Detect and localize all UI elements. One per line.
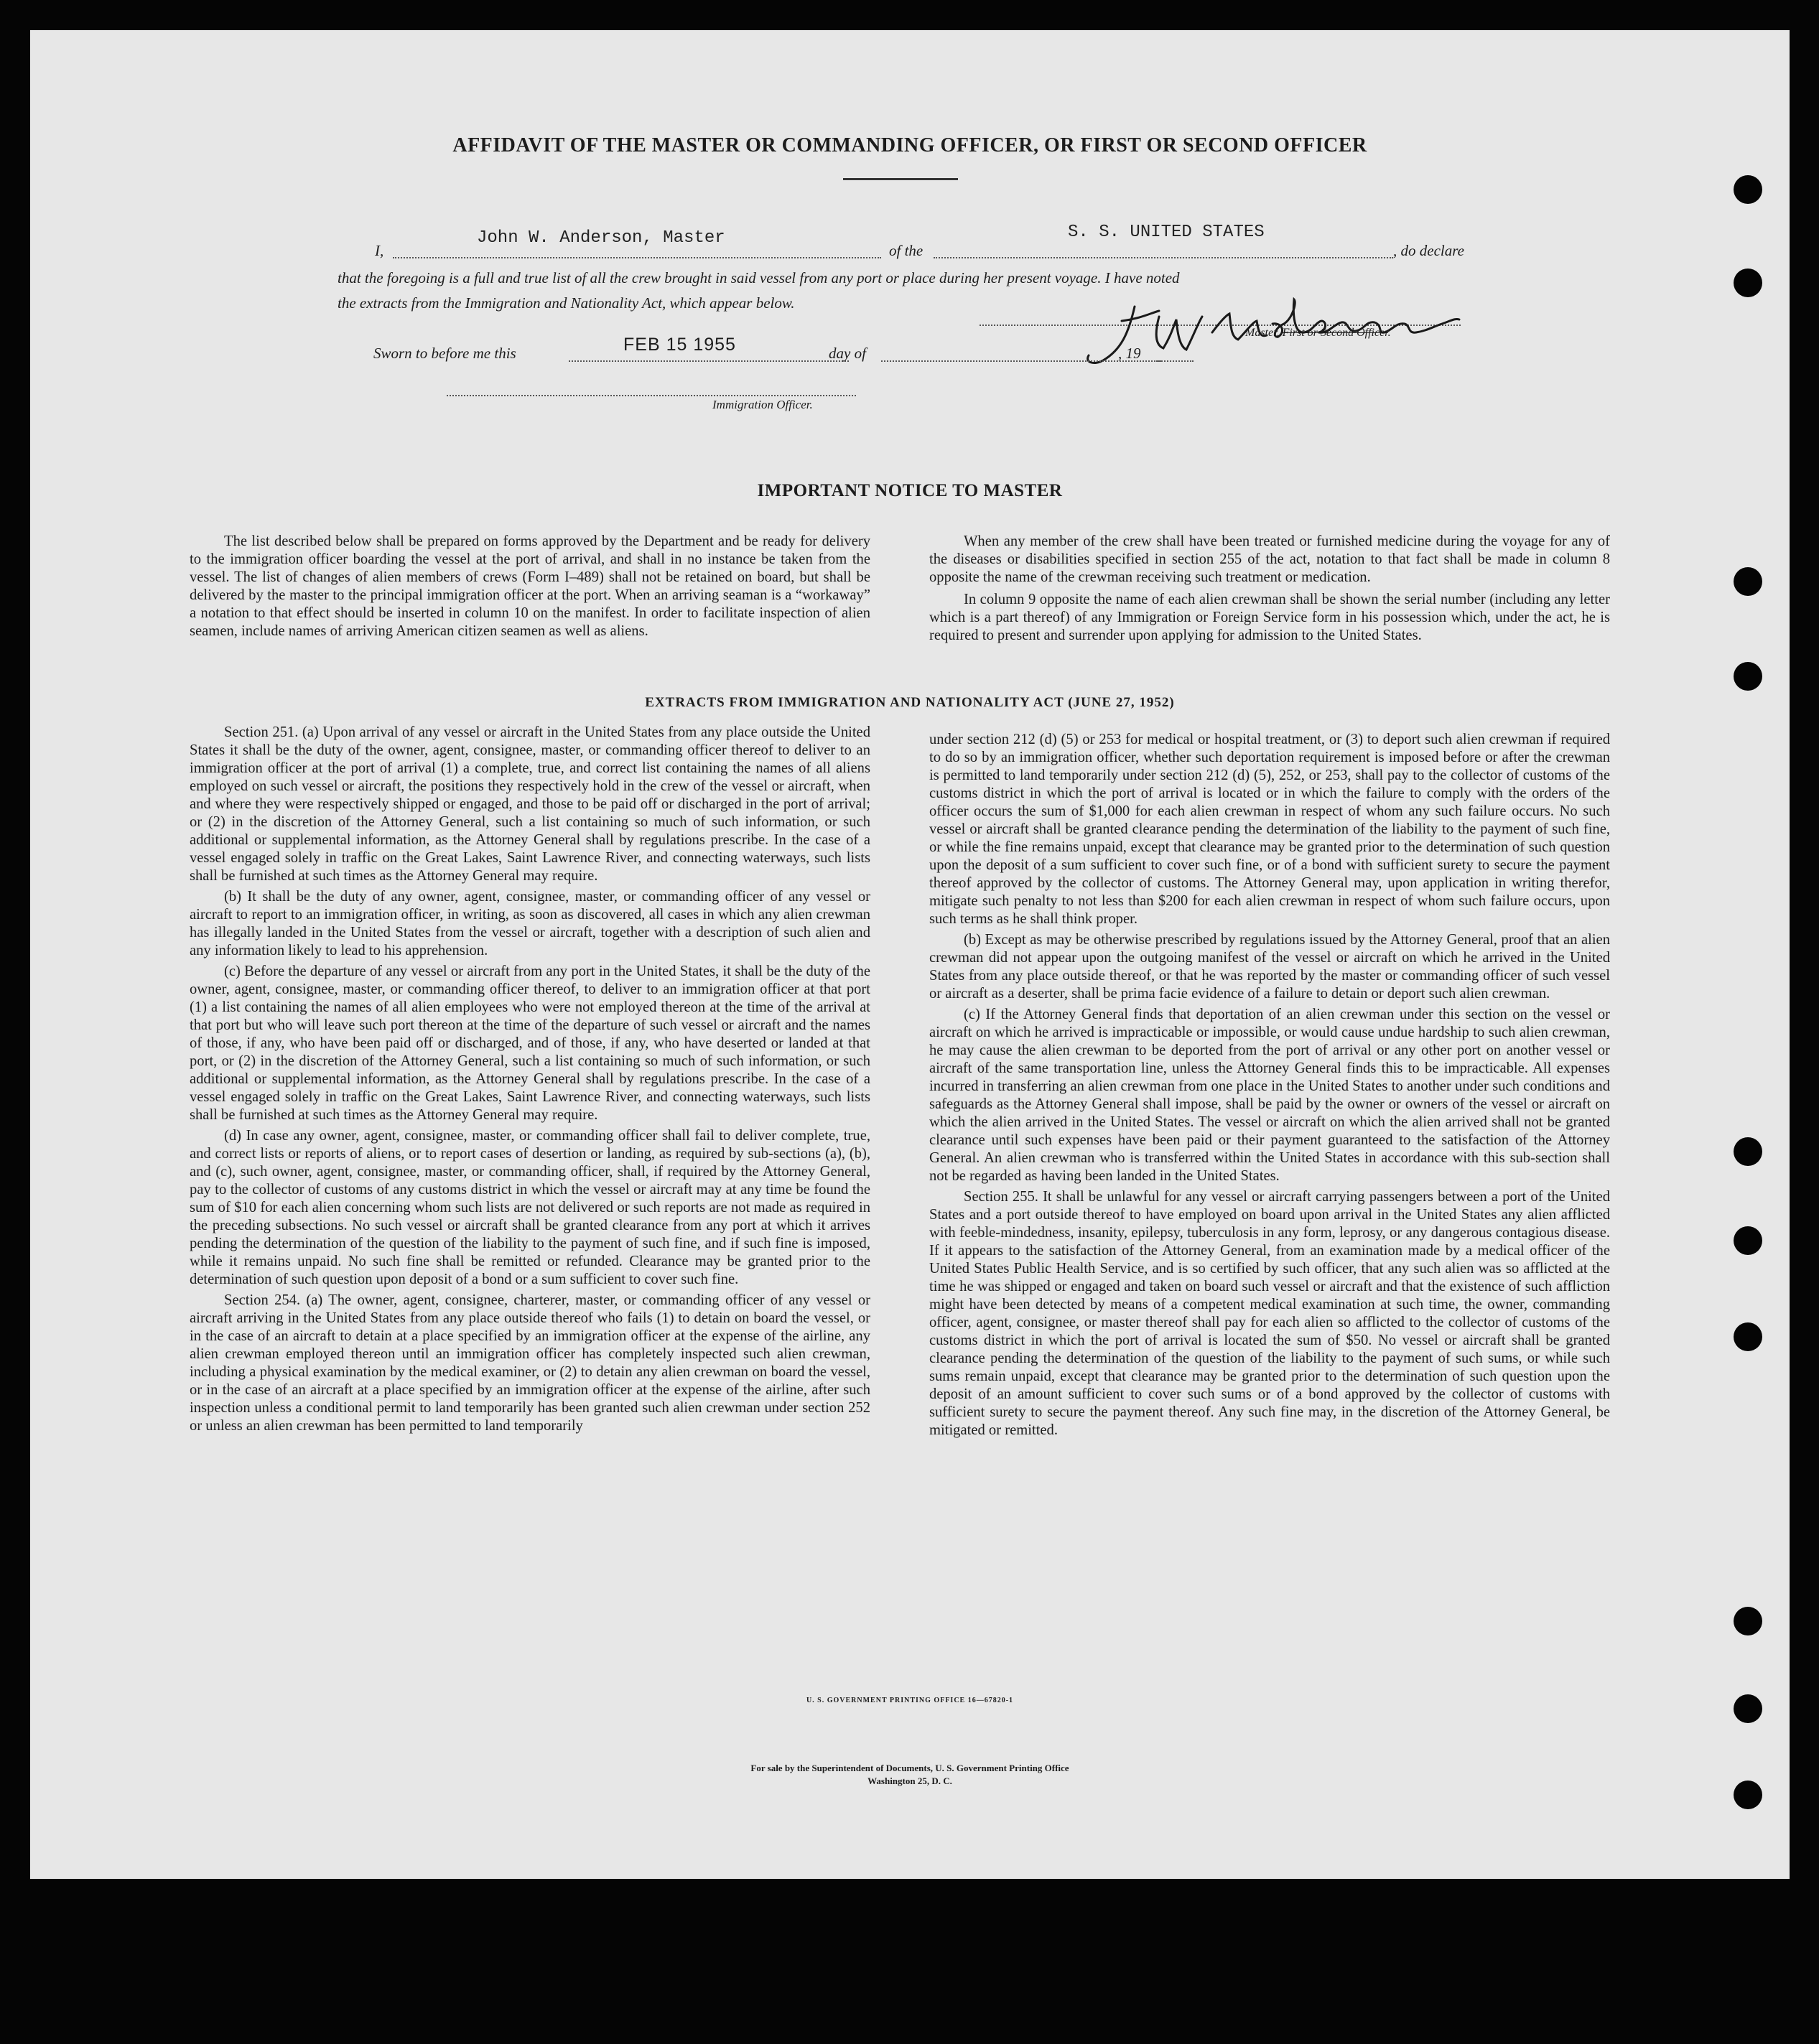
sale-notice <box>30 1762 1790 1788</box>
year-label: , 19 <box>1118 345 1141 362</box>
vessel-name-field[interactable]: S. S. UNITED STATES <box>1068 223 1265 242</box>
extracts-left-column <box>190 724 870 1438</box>
extracts-title: EXTRACTS FROM IMMIGRATION AND NATIONALITY ACT (JUNE 27, 1952) <box>645 695 1175 710</box>
punch-hole <box>1734 1781 1762 1809</box>
sworn-label: Sworn to before me this <box>373 345 516 362</box>
caption-period: . <box>1387 327 1391 339</box>
punch-hole <box>1734 567 1762 596</box>
caption-struck-officer: First or Second Officer <box>1282 327 1388 339</box>
notice-paragraph: The list described below shall be prepared on forms approved by the Department and be ready for delivery to the immigration officer boarding the vessel at the port of arrival, and shall in no instance be taken from the vessel. The list of changes of alien members of crews (Form I–489) shall not be retained on board, but shall be delivered by the master to the principal immigration officer at the port. When an arriving seaman is a “workaway” a notation to that effect should be inserted in column 10 on the manifest. In order to facilitate inspection of alien seamen, include names of arriving American citizen seamen as well as aliens. <box>190 533 870 639</box>
printer-imprint: U. S. GOVERNMENT PRINTING OFFICE 16—67820-1 <box>806 1697 1014 1704</box>
statute-paragraph: (c) If the Attorney General finds that deportation of an alien crewman under this section on the vessel or aircraft on which he arrived is impracticable or impossible, or would cause undue hardship to such alien crewman, he may cause the alien crewman to be deported from the port of arrival or any other port on another vessel or aircraft of the same transportation line, unless the Attorney General finds this to be impracticable. All expenses incurred in transferring an alien crewman from one place in the United States to another under such conditions and safeguards as the Attorney General shall impose, shall be paid by the owner or owners of the vessel or aircraft on which the alien arrived in the United States. The vessel or aircraft on which the alien arrived shall not be granted clearance until such expenses have been paid or their payment guaranteed to the satisfaction of the Attorney General. An alien crewman who is transferred within the United States in accordance with this sub-section shall not be regarded as having been landed in the United States. <box>929 1007 1610 1184</box>
punch-hole <box>1734 269 1762 297</box>
punch-hole <box>1734 1226 1762 1255</box>
extracts-right-column <box>929 731 1610 1442</box>
statute-paragraph: (d) In case any owner, agent, consignee, master, or commanding officer shall fail to deliver complete, true, and correct lists or reports of aliens, or to report cases of desertion or landing, as required by sub-sections (a), (b), and (c), such owner, agent, consignee, master, or commanding officer, shall, if required by the Attorney General, pay to the collector of customs of any customs district in which the vessel or aircraft may at any time be found the sum of $10 for each alien concerning whom such lists are not delivered or such reports are not made as required in the preceding subsections. No such vessel or aircraft shall be granted clearance from any port at which it arrives pending the determination of the question of the liability to the payment of such fine, and if such fine is imposed, while it remains unpaid. No such fine shall be remitted or refunded. Clearance may be granted prior to the determination of such question upon deposit of a bond or a sum sufficient to cover such fine. <box>190 1128 870 1287</box>
notice-title: IMPORTANT NOTICE TO MASTER <box>757 481 1063 500</box>
statute-paragraph: Section 251. (a) Upon arrival of any vessel or aircraft in the United States from any place outside the United States it shall be the duty of the owner, agent, consignee, master, or commanding officer thereof to deliver to an immigration officer at the port of arrival (1) a complete, true, and correct list containing the names of all aliens employed on such vessel or aircraft, the positions they respectively hold in the crew of the vessel or aircraft, when and where they were respectively shipped or engaged, and those to be paid off or discharged in the port of arrival; or (2) in the discretion of the Attorney General, such a list containing so much of such information, or such additional or supplemental information, as the Attorney General shall by regulations prescribe. In the case of a vessel engaged solely in traffic on the Great Lakes, Saint Lawrence River, and connecting waterways, such lists shall be furnished at such times as the Attorney General may require. <box>190 724 870 884</box>
affidavit-title: AFFIDAVIT OF THE MASTER OR COMMANDING OFFICER, OR FIRST OR SECOND OFFICER <box>452 134 1367 157</box>
officer-line <box>447 395 856 396</box>
statute-paragraph: Section 255. It shall be unlawful for any vessel or aircraft carrying passengers between a port of the United States and a port outside thereof to have employed on board upon arrival in the United States any alien afflicted with feeble-mindedness, insanity, epilepsy, tuberculosis in any form, leprosy, or any dangerous contagious disease. If it appears to the satisfaction of the Attorney General, from an examination made by a medical officer of the United States Public Health Service, and is so certified by such officer, that any such alien was so afflicted at the time he was shipped or engaged and taken on board such vessel or aircraft and that the existence of such affliction might have been detected by means of a competent medical examination at such time, the owner, commanding officer, agent, consignee, or master thereof shall pay for each alien so afflicted to the collector of customs of the customs district in which the port of arrival is located the sum of $50. No vessel or aircraft shall be granted clearance pending the determination of the question of the liability to the payment of such sums, or while such sums remain unpaid, except that clearance may be granted prior to the determination of such question upon the deposit of an amount sufficient to cover such sums or of a bond approved by the collector of customs with sufficient surety to secure the payment thereof. Any such fine may, in the discretion of the Attorney General, be mitigated or remitted. <box>929 1189 1610 1438</box>
label-of-the: of the <box>889 242 924 259</box>
statute-paragraph: Section 254. (a) The owner, agent, consignee, charterer, master, or commanding officer of any vessel or aircraft arriving in the United States from any place outside thereof who fails (1) to detain on board the vessel, or in the case of an aircraft to detain at a place specified by an immigration officer at the expense of the airline, any alien crewman employed thereon until an immigration officer has completely inspected such alien crewman, including a physical examination by the medical examiner, or (2) to detain any alien crewman on board the vessel, or in the case of an aircraft at a place specified by an immigration officer at the expense of the airline, after such inspection unless a conditional permit to land temporarily has been granted such alien crewman under section 252 or unless an alien crewman has been permitted to land temporarily <box>190 1292 870 1434</box>
sale-line-1: For sale by the Superintendent of Documents, U. S. Government Printing Office <box>750 1763 1069 1773</box>
statute-paragraph: (b) It shall be the duty of any owner, agent, consignee, master, or commanding officer of any vessel or aircraft to report to an immigration officer, in writing, as soon as discovered, all cases in which any alien crewman has illegally landed in the United States from the vessel or aircraft, together with a description of such alien and any information likely to lead to his apprehension. <box>190 889 870 958</box>
vessel-line <box>934 257 1393 258</box>
officer-caption: Immigration Officer. <box>712 398 813 411</box>
document-page <box>30 30 1790 1879</box>
sworn-date-line <box>569 360 849 362</box>
punch-hole <box>1734 1694 1762 1723</box>
name-line <box>393 257 881 258</box>
year-line <box>1156 360 1194 362</box>
date-stamp: FEB 15 1955 <box>623 335 736 355</box>
statute-paragraph: under section 212 (d) (5) or 253 for medical or hospital treatment, or (3) to deport such alien crewman if required to do so by an immigration officer, whether such deportation requirement is imposed before or after the crewman is permitted to land temporarily under section 212 (d) (5), 252, or 253, shall pay to the collector of customs of the customs district in which the port of arrival is located or in which the failure to comply with the orders of the officer occurs the sum of $1,000 for each alien crewman in respect of whom any such failure occurs. No such vessel or aircraft shall be granted clearance pending the determination of the liability to the payment of such fine, or while the fine remains unpaid, except that clearance may be granted prior to the determination of such question upon the deposit of a sum sufficient to cover such fine, or of a bond with sufficient surety to secure the payment thereof approved by the collector of customs. The Attorney General may, upon application in writing therefor, mitigate such penalty to not less than $200 for each alien crewman in respect of whom such failure occurs, upon such terms as he shall think proper. <box>929 732 1610 927</box>
statute-paragraph: (b) Except as may be otherwise prescribed by regulations issued by the Attorney General, proof that an alien crewman did not appear upon the outgoing manifest of the vessel or aircraft on which he arrived in the United States from any place outside thereof, or that he was reported by the master or commanding officer of such vessel or aircraft as a deserter, shall be prima facie evidence of a failure to detain or deport such alien crewman. <box>929 932 1610 1002</box>
punch-hole <box>1734 1322 1762 1351</box>
notice-paragraph: In column 9 opposite the name of each alien crewman shall be shown the serial number (including any letter which is a part thereof) of any Immigration or Foreign Service form in his possession which, under the act, he is required to present and surrender upon applying for admission to the United States. <box>929 592 1610 643</box>
title-rule <box>843 178 958 180</box>
notice-paragraph: When any member of the crew shall have been treated or furnished medicine during the voyage for any of the diseases or disabilities specified in section 255 of the act, notation to that fact shall be made in column 8 opposite the name of the crewman receiving such treatment or medication. <box>929 533 1610 585</box>
punch-hole <box>1734 1607 1762 1635</box>
day-of-label: day of <box>829 345 866 362</box>
master-name-field[interactable]: John W. Anderson, Master <box>477 228 725 248</box>
punch-hole <box>1734 1137 1762 1166</box>
label-i: I, <box>375 242 384 259</box>
declaration-line-1: that the foregoing is a full and true list of all the crew brought in said vessel from any port or place during her present voyage. I have noted <box>338 269 1180 286</box>
notice-left-column <box>190 533 870 643</box>
notice-right-column <box>929 533 1610 648</box>
signature-caption <box>1245 327 1391 340</box>
label-do-declare: , do declare <box>1393 242 1464 259</box>
punch-hole <box>1734 662 1762 691</box>
declaration-line-2: the extracts from the Immigration and Nationality Act, which appear below. <box>338 294 795 312</box>
punch-hole <box>1734 175 1762 204</box>
statute-paragraph: (c) Before the departure of any vessel or aircraft from any port in the United States, it shall be the duty of the owner, agent, consignee, master, or commanding officer thereof, to deliver to an immigration officer at that port (1) a list containing the names of all alien employees who were not employed thereon at the time of the arrival at that port but who will leave such port thereon at the time of the departure of such vessel or aircraft and the names of those, if any, who have been paid off or discharged, and of those, if any, who have deserted or landed at that port, or (2) in the discretion of the Attorney General, such a list containing so much of such information, or such additional or supplemental information, as the Attorney General shall by regulations prescribe. In the case of a vessel engaged solely in traffic on the Great Lakes, Saint Lawrence River, and connecting waterways, such lists shall be furnished at such times as the Attorney General may require. <box>190 963 870 1123</box>
sale-line-2: Washington 25, D. C. <box>867 1775 952 1786</box>
caption-master: Master, <box>1245 327 1280 339</box>
